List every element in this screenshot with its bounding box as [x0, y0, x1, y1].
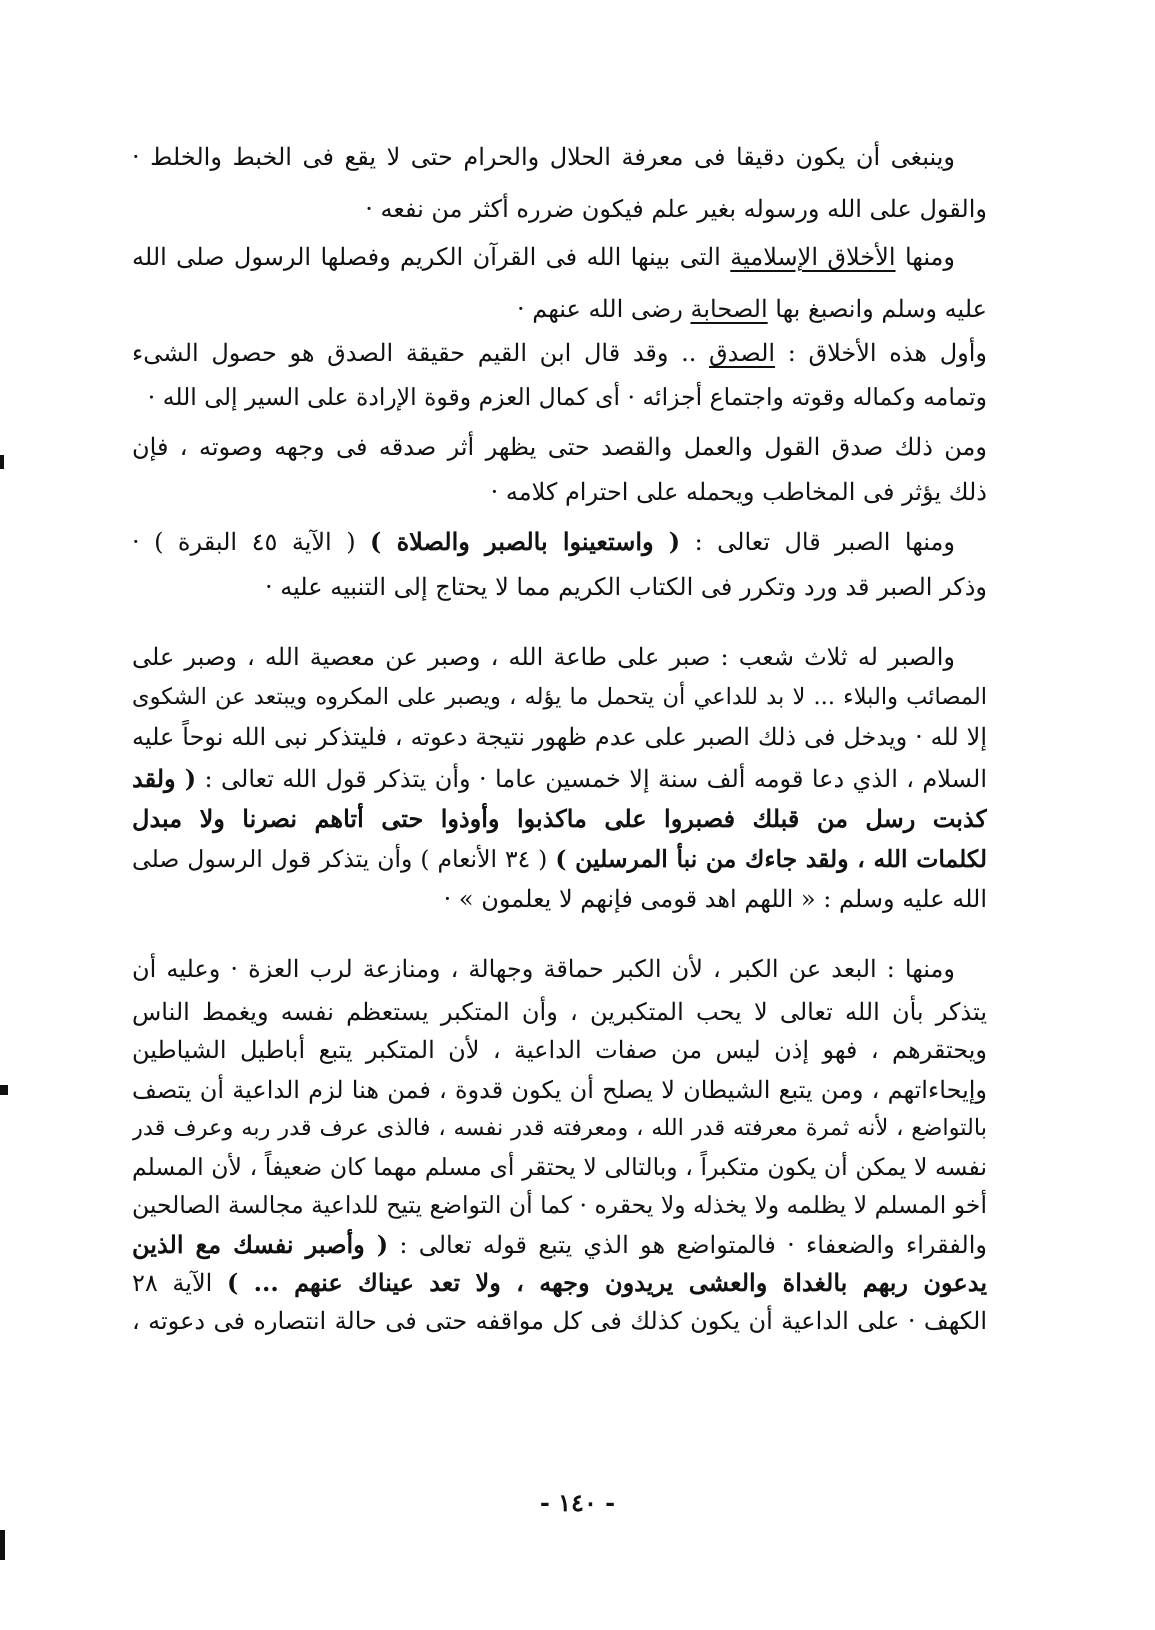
text: التى بينها الله فى القرآن الكريم وفصلها الرسول صلى الله	[132, 243, 721, 271]
text: ومنها الصبر قال تعالى :	[694, 528, 955, 556]
text: ( ٣٤ الأنعام ) وأن يتذكر قول الرسول صلى	[132, 845, 548, 873]
paragraph-7-line-5: بالتواضع ، لأنه ثمرة معرفته قدر الله ، ومعرفته قدر نفسه ، فالذى عرف قدر ربه وعرف قدر	[132, 1115, 987, 1141]
paragraph-7-line-1: ومنها : البعد عن الكبر ، لأن الكبر حماقة وجهالة ، ومنازعة لرب العزة · وعليه أن	[132, 955, 955, 983]
text: رضى الله عنهم ·	[516, 295, 683, 323]
paragraph-7-line-2: يتذكر بأن الله تعالى لا يحب المتكبرين ، وأن المتكبر يستعظم نفسه ويغمط الناس	[132, 998, 987, 1026]
paragraph-7-line-8	[132, 1228, 987, 1262]
paragraph-7-line-7: أخو المسلم لا يظلمه ولا يخذله ولا يحقره · كما أن التواضع يتيح للداعية مجالسة الصالحين	[132, 1191, 987, 1219]
paragraph-1-line-2: والقول على الله ورسوله بغير علم فيكون ضرره أكثر من نفعه ·	[365, 195, 987, 223]
text: .. وقد قال ابن القيم حقيقة الصدق هو حصول الشىء	[132, 339, 697, 367]
paragraph-7-line-9	[132, 1266, 987, 1300]
paragraph-6-line-3: إلا لله · ويدخل فى ذلك الصبر على عدم ظهور نتيجة دعوته ، فليتذكر نبى الله نوحاً عليه	[132, 723, 987, 751]
paragraph-4-line-2: ذلك يؤثر فى المخاطب ويحمله على احترام كلامه ·	[490, 478, 987, 506]
paragraph-7-line-10: الكهف · على الداعية أن يكون كذلك فى كل مواقفه حتى فى حالة انتصاره فى دعوته ،	[132, 1307, 987, 1335]
text: ومنها	[904, 243, 955, 271]
quran-verse: يدعون ربهم بالغداة والعشى يريدون وجهه ، ولا تعد عيناك عنهم ... )	[226, 1268, 987, 1297]
paragraph-6-line-6	[132, 842, 987, 876]
quran-verse: ( ولقد	[132, 764, 197, 793]
paragraph-7-line-4: وإيحاءاتهم ، ومن يتبع الشيطان لا يصلح أن يكون قدوة ، فمن هنا لزم الداعية أن يتصف	[132, 1076, 987, 1104]
paragraph-7-line-3: ويحتقرهم ، فهو إذن ليس من صفات الداعية ، لأن المتكبر يتبع أباطيل الشياطين	[132, 1036, 987, 1064]
text: والفقراء والضعفاء · فالمتواضع هو الذي يتبع قوله تعالى :	[399, 1231, 987, 1259]
quran-verse: لكلمات الله ، ولقد جاءك من نبأ المرسلين )	[555, 845, 987, 873]
page-number: - ١٤٠ -	[539, 1488, 616, 1517]
quran-verse: ( واستعينوا بالصبر والصلاة )	[370, 527, 681, 556]
paragraph-4-line-1: ومن ذلك صدق القول والعمل والقصد حتى يظهر أثر صدقه فى وجهه وصوته ، فإن	[132, 433, 987, 461]
scan-edge-mark	[0, 1530, 5, 1560]
citation: الآية ٢٨	[132, 1269, 213, 1297]
paragraph-6-line-1: والصبر له ثلاث شعب : صبر على طاعة الله ، وصبر عن معصية الله ، وصبر على	[132, 643, 955, 671]
paragraph-3-line-2: وتمامه وكماله وقوته واجتماع أجزائه · أى كمال العزم وقوة الإرادة على السير إلى الله ·	[147, 383, 987, 411]
scan-edge-mark	[0, 1085, 8, 1095]
paragraph-7-line-6: نفسه لا يمكن أن يكون متكبراً ، وبالتالى لا يحتقر أى مسلم مهما كان ضعيفاً ، لأن المسلم	[132, 1153, 987, 1181]
paragraph-5-line-2: وذكر الصبر قد ورد وتكرر فى الكتاب الكريم مما لا يحتاج إلى التنبيه عليه ·	[264, 573, 987, 601]
citation: ( الآية ٤٥ البقرة ) ·	[132, 528, 356, 556]
text: وأول هذه الأخلاق :	[787, 339, 987, 367]
underlined-term: الصدق	[709, 339, 776, 367]
text: السلام ، الذي دعا قومه ألف سنة إلا خمسين عاما · وأن يتذكر قول الله تعالى :	[204, 765, 987, 793]
paragraph-6-line-5: كذبت رسل من قبلك فصبروا على ماكذبوا وأوذوا حتى أتاهم نصرنا ولا مبدل	[132, 804, 987, 833]
paragraph-3-line-1	[132, 336, 987, 370]
paragraph-6-line-2: المصائب والبلاء ... لا بد للداعي أن يتحمل ما يؤله ، ويصبر على المكروه ويبتعد عن الشكوى	[132, 684, 987, 710]
paragraph-5-line-1	[132, 525, 955, 559]
underlined-term: الأخلاق الإسلامية	[730, 243, 896, 271]
paragraph-2-line-2	[132, 292, 987, 326]
quran-verse: ( وأصبر نفسك مع الذين	[132, 1230, 389, 1259]
scan-edge-mark	[0, 455, 4, 469]
paragraph-6-line-4	[132, 762, 987, 796]
paragraph-6-line-7: الله عليه وسلم : « اللهم اهد قومى فإنهم لا يعلمون » ·	[443, 885, 987, 913]
text: عليه وسلم وانصبغ بها	[775, 295, 987, 323]
underlined-term: الصحابة	[690, 295, 768, 323]
paragraph-1-line-1: وينبغى أن يكون دقيقا فى معرفة الحلال والحرام حتى لا يقع فى الخبط والخلط ·	[132, 143, 955, 171]
paragraph-2-line-1	[132, 240, 955, 274]
